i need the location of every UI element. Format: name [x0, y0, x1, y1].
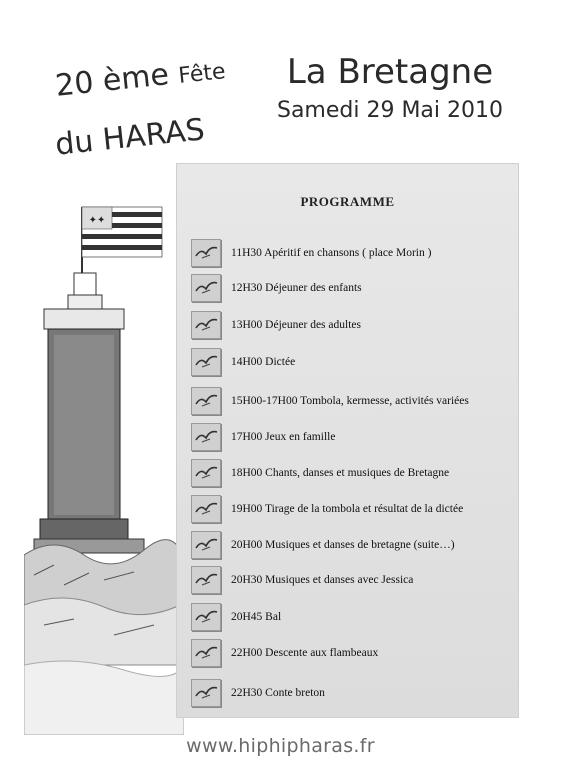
- rocks-and-sea: [24, 540, 184, 735]
- breton-flag-icon: [82, 207, 162, 275]
- programme-item: [191, 273, 362, 303]
- programme-item-text: 12H30 Déjeuner des enfants: [231, 282, 362, 294]
- seagull-icon: [191, 311, 221, 339]
- programme-item-text: 20H45 Bal: [231, 611, 282, 623]
- website-footer[interactable]: www.hiphipharas.fr: [186, 735, 375, 757]
- programme-item: [191, 238, 431, 268]
- seagull-icon: [191, 459, 221, 487]
- seagull-icon: [191, 239, 221, 267]
- lighthouse-illustration: [24, 195, 184, 735]
- svg-text:✦✦: ✦✦: [88, 215, 106, 226]
- programme-item-text: 20H00 Musiques et danses de bretagne (suite…): [231, 539, 455, 551]
- seagull-icon: [191, 603, 221, 631]
- programme-title: PROGRAMME: [300, 194, 395, 209]
- programme-item-text: 13H00 Déjeuner des adultes: [231, 319, 361, 331]
- seagull-icon: [191, 423, 221, 451]
- seagull-icon: [191, 348, 221, 376]
- programme-item-text: 11H30 Apéritif en chansons ( place Morin ): [231, 247, 432, 259]
- programme-item: [191, 458, 449, 488]
- event-header: [270, 52, 510, 123]
- programme-item: [191, 386, 469, 416]
- programme-panel: [176, 163, 519, 718]
- programme-item: [191, 347, 295, 377]
- event-date: Samedi 29 Mai 2010: [276, 98, 504, 123]
- programme-item-text: 18H00 Chants, danses et musiques de Bretagne: [231, 467, 450, 479]
- programme-item-text: 20H30 Musiques et danses avec Jessica: [231, 574, 414, 586]
- programme-item: [191, 494, 463, 524]
- seagull-icon: [191, 274, 221, 302]
- programme-item: [191, 422, 335, 452]
- seagull-icon: [191, 531, 221, 559]
- programme-item-text: 22H30 Conte breton: [231, 687, 325, 699]
- programme-item-text: 17H00 Jeux en famille: [231, 431, 336, 443]
- programme-item: [191, 638, 378, 668]
- programme-item: [191, 565, 413, 595]
- programme-item-text: 19H00 Tirage de la tombola et résultat de la dictée: [231, 503, 464, 515]
- programme-item-text: 14H00 Dictée: [231, 356, 296, 368]
- lighthouse-tower: [34, 273, 144, 553]
- fete-word: Fête: [177, 59, 227, 89]
- programme-item-text: 15H00-17H00 Tombola, kermesse, activités variées: [231, 395, 469, 407]
- fete-line2: du HARAS: [53, 112, 207, 163]
- seagull-icon: [191, 495, 221, 523]
- seagull-icon: [191, 639, 221, 667]
- programme-item: [191, 678, 325, 708]
- programme-item: [191, 602, 281, 632]
- fete-title: [55, 52, 255, 172]
- seagull-icon: [191, 679, 221, 707]
- programme-item: [191, 310, 361, 340]
- fete-number: 20 ème: [53, 57, 171, 104]
- seagull-icon: [191, 387, 221, 415]
- seagull-icon: [191, 566, 221, 594]
- region-title: La Bretagne: [286, 52, 494, 92]
- programme-item: [191, 530, 455, 560]
- programme-item-text: 22H00 Descente aux flambeaux: [231, 647, 379, 659]
